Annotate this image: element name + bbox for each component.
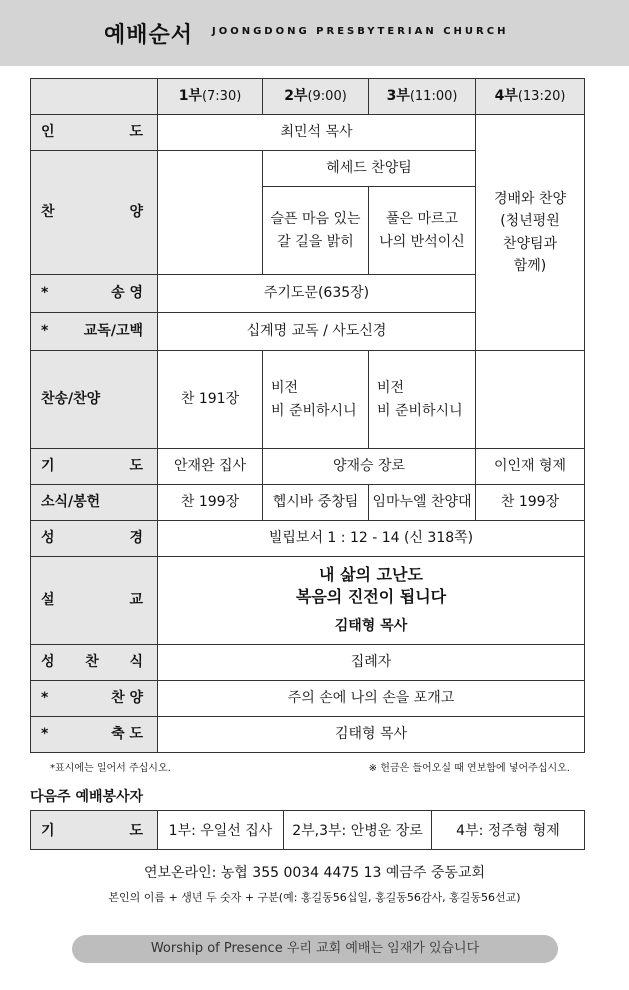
row-label-scripture: 성 경 <box>31 521 158 557</box>
slogan-banner: Worship of Presence 우리 교회 예배는 임재가 있습니다 <box>72 935 558 963</box>
row-label-doxology: * 송 영 <box>31 275 158 313</box>
note-stand: *표시에는 일어서 주십시오. <box>50 763 171 774</box>
row-label-confession: * 교독/고백 <box>31 313 158 351</box>
worship-order-table <box>30 78 585 753</box>
praise-song-2: 슬픈 마음 있는 갈 길을 밝히 <box>263 187 369 275</box>
news-s4: 찬 199장 <box>476 485 585 521</box>
prayer-s23: 양재승 장로 <box>263 449 476 485</box>
doxology-value: 주기도문(635장) <box>158 275 476 313</box>
scripture-value: 빌립보서 1 : 12 - 14 (신 318쪽) <box>158 521 585 557</box>
page-title: 예배순서 <box>104 23 194 48</box>
prayer-s1: 안재완 집사 <box>158 449 263 485</box>
corner-cell <box>31 79 158 115</box>
church-name: JOONGDONG PRESBYTERIAN CHURCH <box>212 26 509 37</box>
news-s1: 찬 199장 <box>158 485 263 521</box>
prayer-s4: 이인재 형제 <box>476 449 585 485</box>
row-label-call: 인 도 <box>31 115 158 151</box>
row-label-benediction: * 축 도 <box>31 717 158 753</box>
call-value: 최민석 목사 <box>158 115 476 151</box>
next-week-title: 다음주 예배봉사자 <box>30 789 144 805</box>
service-3-header: 3부(11:00) <box>369 79 476 115</box>
online-offering-account: 연보온라인: 농협 355 0034 4475 13 예금주 중동교회 <box>144 865 485 881</box>
sermon-title-2: 복음의 진전이 됩니다 <box>295 587 447 607</box>
next-week-table <box>30 810 585 850</box>
service-1-header: 1부(7:30) <box>158 79 263 115</box>
offering-instructions: 본인의 이름 + 생년 두 숫자 + 구분(예: 홍길동56십일, 홍길동56감사, 홍길동56선교) <box>108 891 521 904</box>
news-s2: 헵시바 중창팀 <box>263 485 369 521</box>
praise2-value: 주의 손에 나의 손을 포개고 <box>158 681 585 717</box>
note-offering: ※ 헌금은 들어오실 때 연보함에 넣어주십시오. <box>368 763 570 774</box>
benediction-value: 김태형 목사 <box>158 717 585 753</box>
praise-team: 헤세드 찬양팀 <box>263 151 476 187</box>
service-4-praise: 경배와 찬양 (청년평원 찬양팀과 함께) <box>476 115 585 351</box>
praise-s1-empty <box>158 151 263 275</box>
sermon-pastor: 김태형 목사 <box>334 617 408 634</box>
service-4-header: 4부(13:20) <box>476 79 585 115</box>
next-week-s1: 1부: 우일선 집사 <box>158 811 284 850</box>
next-week-label: 기 도 <box>31 811 158 850</box>
row-label-praise: 찬 양 <box>31 151 158 275</box>
communion-value: 집례자 <box>158 645 585 681</box>
notes <box>50 759 570 774</box>
hymn-s4-empty <box>476 351 585 449</box>
row-label-news: 소식/봉헌 <box>31 485 158 521</box>
row-label-communion: 성 찬 식 <box>31 645 158 681</box>
next-week-s23: 2부,3부: 안병운 장로 <box>284 811 432 850</box>
hymn-s3: 비전 비 준비하시니 <box>369 351 476 449</box>
news-s3: 임마누엘 찬양대 <box>369 485 476 521</box>
praise-song-3: 풀은 마르고 나의 반석이신 <box>369 187 476 275</box>
header-bar <box>0 0 629 66</box>
sermon-value <box>158 557 585 645</box>
hymn-s2: 비전 비 준비하시니 <box>263 351 369 449</box>
row-label-sermon: 설 교 <box>31 557 158 645</box>
service-2-header: 2부(9:00) <box>263 79 369 115</box>
hymn-s1: 찬 191장 <box>158 351 263 449</box>
next-week-s4: 4부: 정주형 형제 <box>432 811 585 850</box>
row-label-hymn: 찬송/찬양 <box>31 351 158 449</box>
confession-value: 십계명 교독 / 사도신경 <box>158 313 476 351</box>
row-label-praise2: * 찬 양 <box>31 681 158 717</box>
sermon-title-1: 내 삶의 고난도 <box>319 564 423 584</box>
row-label-prayer: 기 도 <box>31 449 158 485</box>
